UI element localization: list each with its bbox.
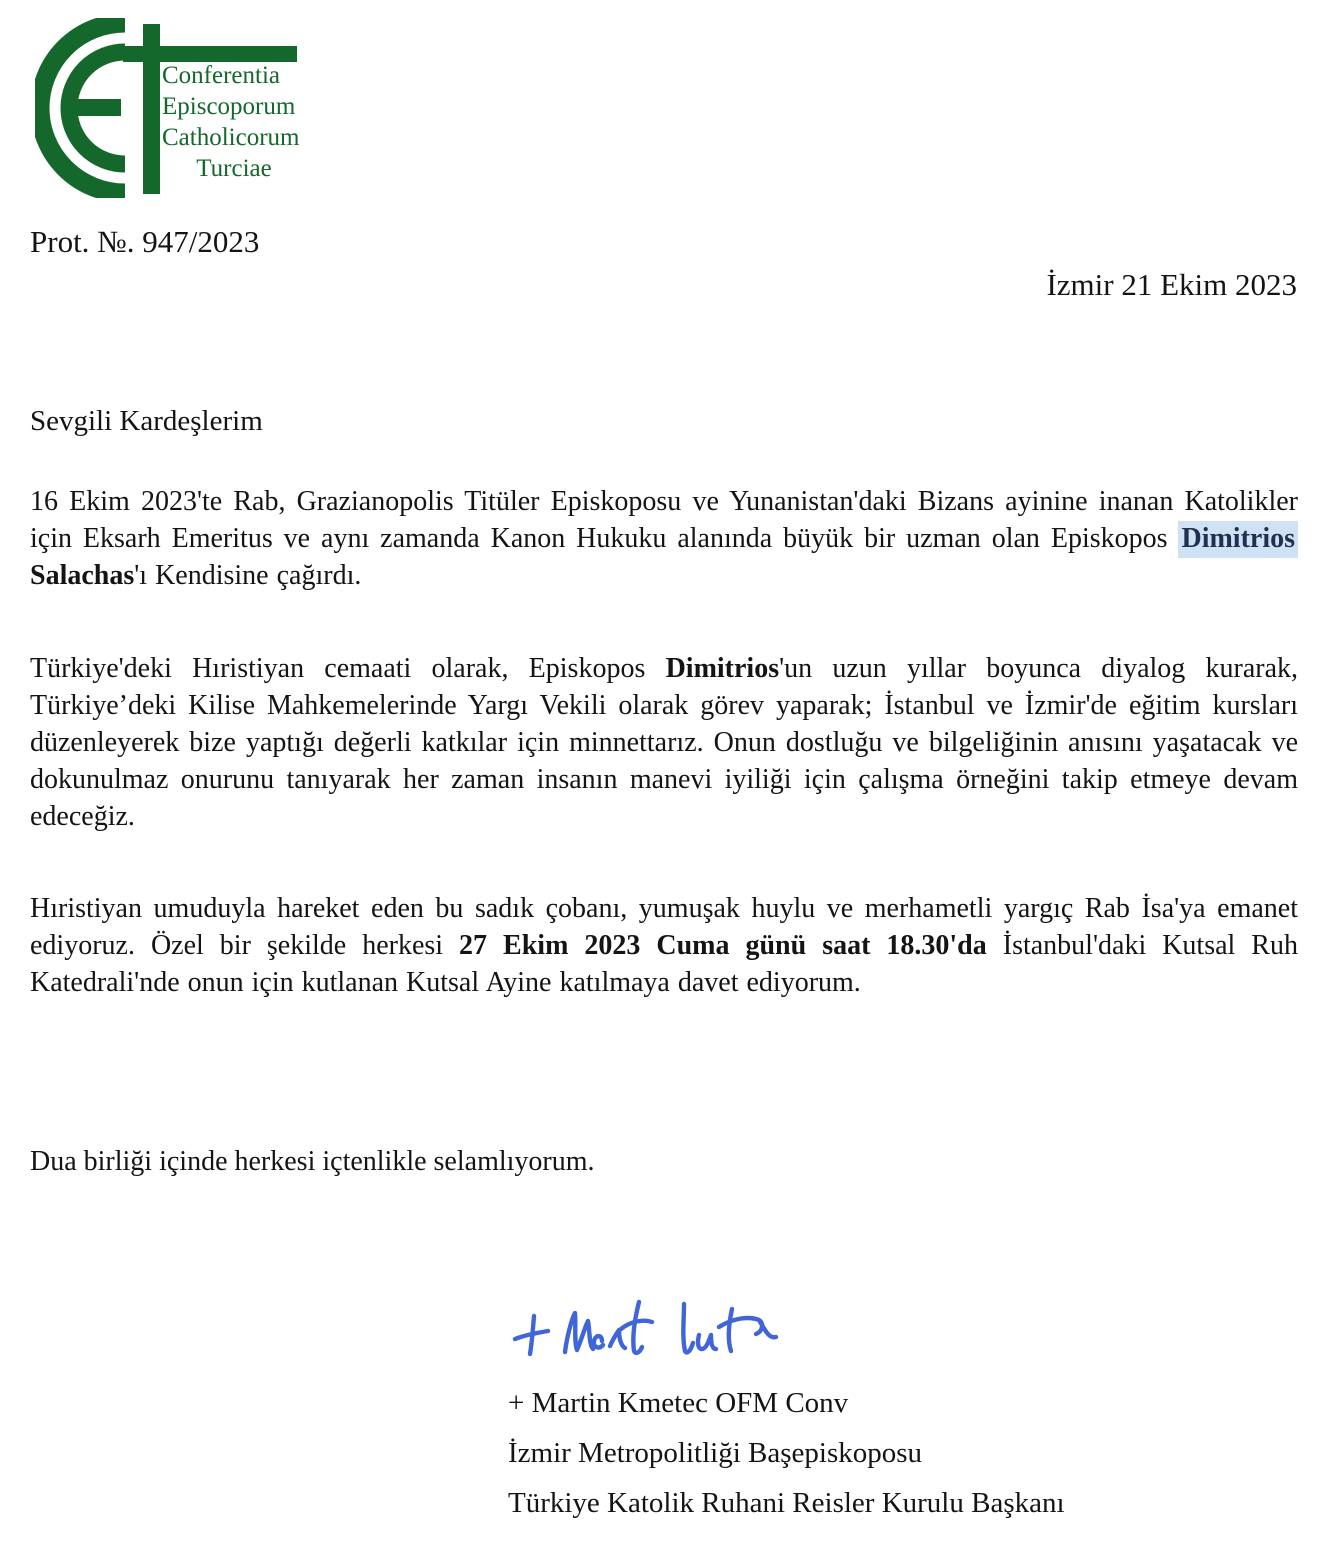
signer-title-2: Türkiye Katolik Ruhani Reisler Kurulu Başkanı [508,1487,1065,1519]
closing-line: Dua birliği içinde herkesi içtenlikle selamlıyorum. [30,1146,595,1177]
logo-wordmark [162,60,306,184]
logo-word-1: Conferentia [162,62,281,89]
handwritten-signature [503,1290,781,1378]
greeting: Sevgili Kardeşlerim [30,405,263,437]
paragraph-1: 16 Ekim 2023'te Rab, Grazianopolis Titüler Episkoposu ve Yunanistan'daki Bizans ayinine inanan Katolikler için Eksarh Emeritus ve aynı zamanda Kanon Hukuku alanında büyük bir uzman olan Episkopos Dimitrios Salachas'ı Kendisine çağırdı. [30,486,1298,591]
paragraph-2: Türkiye'deki Hıristiyan cemaati olarak, Episkopos Dimitrios'un uzun yıllar boyunca diyalog kurarak, Türkiye’deki Kilise Mahkemelerinde Yargı Vekili olarak görev yaparak; İstanbul ve İzmir'de eğitim kursları düzenleyerek bize yaptığı değerli katkılar için minnettarız. Onun dostluğu ve bilgeliğinin anısını yaşatacak ve dokunulmaz onurunu tanıyarak her zaman insanın manevi iyiliği için çalışma örneğini takip etmeye devam edeceğiz. [30,653,1298,832]
logo-word-4: Turciae [196,155,272,182]
logo-e-bar [69,99,121,116]
highlighted-text: Dimitrios [1178,521,1298,558]
letter-date: İzmir 21 Ekim 2023 [1046,267,1297,302]
protocol-number: Prot. №. 947/2023 [30,224,260,259]
paragraph-3: Hıristiyan umuduyla hareket eden bu sadık çobanı, yumuşak huylu ve merhametli yargıç Rab İsa'ya emanet ediyoruz. Özel bir şekilde herkesi 27 Ekim 2023 Cuma günü saat 18.30'da İstanbul'daki Kutsal Ruh Katedrali'nde onun için kutlanan Kutsal Ayine katılmaya davet ediyorum. [30,893,1298,998]
logo-word-2: Episcoporum [162,93,296,120]
signer-name: + Martin Kmetec OFM Conv [508,1387,849,1419]
signer-title-1: İzmir Metropolitliği Başepiskoposu [508,1437,923,1469]
signature-block [508,1378,1065,1528]
logo-word-3: Catholicorum [162,124,300,151]
